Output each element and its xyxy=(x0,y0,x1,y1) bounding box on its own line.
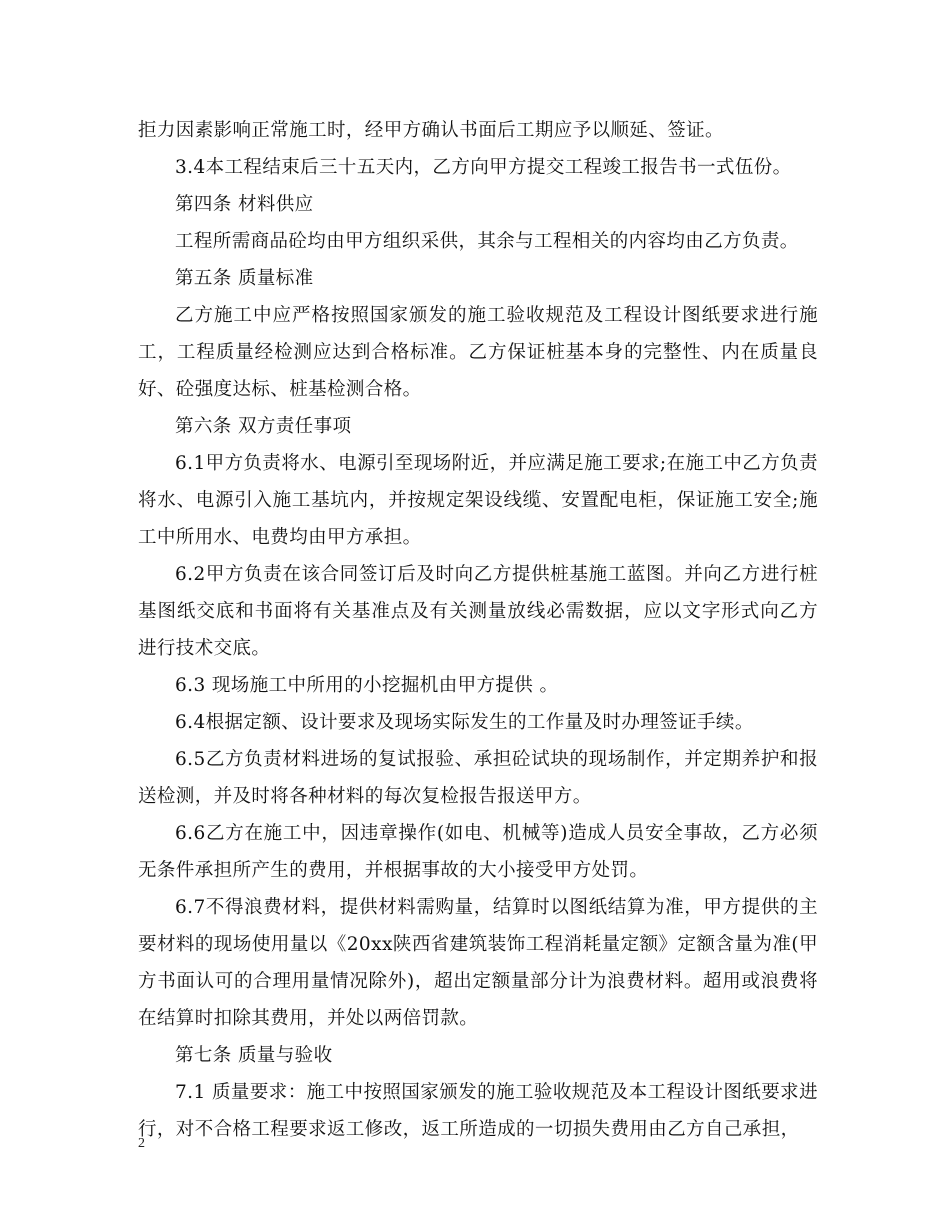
paragraph: 工程所需商品砼均由甲方组织采供，其余与工程相关的内容均由乙方负责。 xyxy=(175,231,799,252)
paragraph: 乙方施工中应严格按照国家颁发的施工验收规范及工程设计图纸要求进行施工，工程质量经检测应达到合格标准。乙方保证桩基本身的完整性、内在质量良好、砼强度达标、桩基检测合格。 xyxy=(138,305,818,400)
paragraph: 3.4本工程结束后三十五天内，乙方向甲方提交工程竣工报告书一式伍份。 xyxy=(175,157,792,178)
paragraph: 第六条 双方责任事项 xyxy=(175,416,352,437)
paragraph: 6.2甲方负责在该合同签订后及时向乙方提供桩基施工蓝图。并向乙方进行桩基图纸交底和书面将有关基准点及有关测量放线必需数据，应以文字形式向乙方进行技术交底。 xyxy=(138,564,818,659)
paragraph: 6.6乙方在施工中，因违章操作(如电、机械等)造成人员安全事故，乙方必须无条件承担所产生的费用，并根据事故的大小接受甲方处罚。 xyxy=(138,823,818,881)
paragraph: 6.5乙方负责材料进场的复试报验、承担砼试块的现场制作，并定期养护和报送检测，并及时将各种材料的每次复检报告报送甲方。 xyxy=(138,749,818,807)
paragraph: 6.4根据定额、设计要求及现场实际发生的工作量及时办理签证手续。 xyxy=(175,712,754,733)
paragraph: 6.7不得浪费材料，提供材料需购量，结算时以图纸结算为准，甲方提供的主要材料的现场使用量以《20xx陕西省建筑装饰工程消耗量定额》定额含量为准(甲方书面认可的合理用量情况除外)，超出定额量部分计为浪费材料。超用或浪费将在结算时扣除其费用，并处以两倍罚款。 xyxy=(138,897,818,1029)
paragraph: 6.3 现场施工中所用的小挖掘机由甲方提供 。 xyxy=(175,675,559,696)
page-number: 2 xyxy=(138,1136,145,1151)
paragraph: 拒力因素影响正常施工时，经甲方确认书面后工期应予以顺延、签证。 xyxy=(138,120,724,141)
document-body xyxy=(138,112,818,1148)
paragraph: 第五条 质量标准 xyxy=(175,268,314,289)
paragraph: 6.1甲方负责将水、电源引至现场附近，并应满足施工要求;在施工中乙方负责将水、电源引入施工基坑内，并按规定架设线缆、安置配电柜，保证施工安全;施工中所用水、电费均由甲方承担。 xyxy=(138,453,818,548)
paragraph: 第四条 材料供应 xyxy=(175,194,314,215)
paragraph: 7.1 质量要求：施工中按照国家颁发的施工验收规范及本工程设计图纸要求进行，对不合格工程要求返工修改，返工所造成的一切损失费用由乙方自己承担， xyxy=(138,1082,818,1140)
paragraph: 第七条 质量与验收 xyxy=(175,1045,333,1066)
